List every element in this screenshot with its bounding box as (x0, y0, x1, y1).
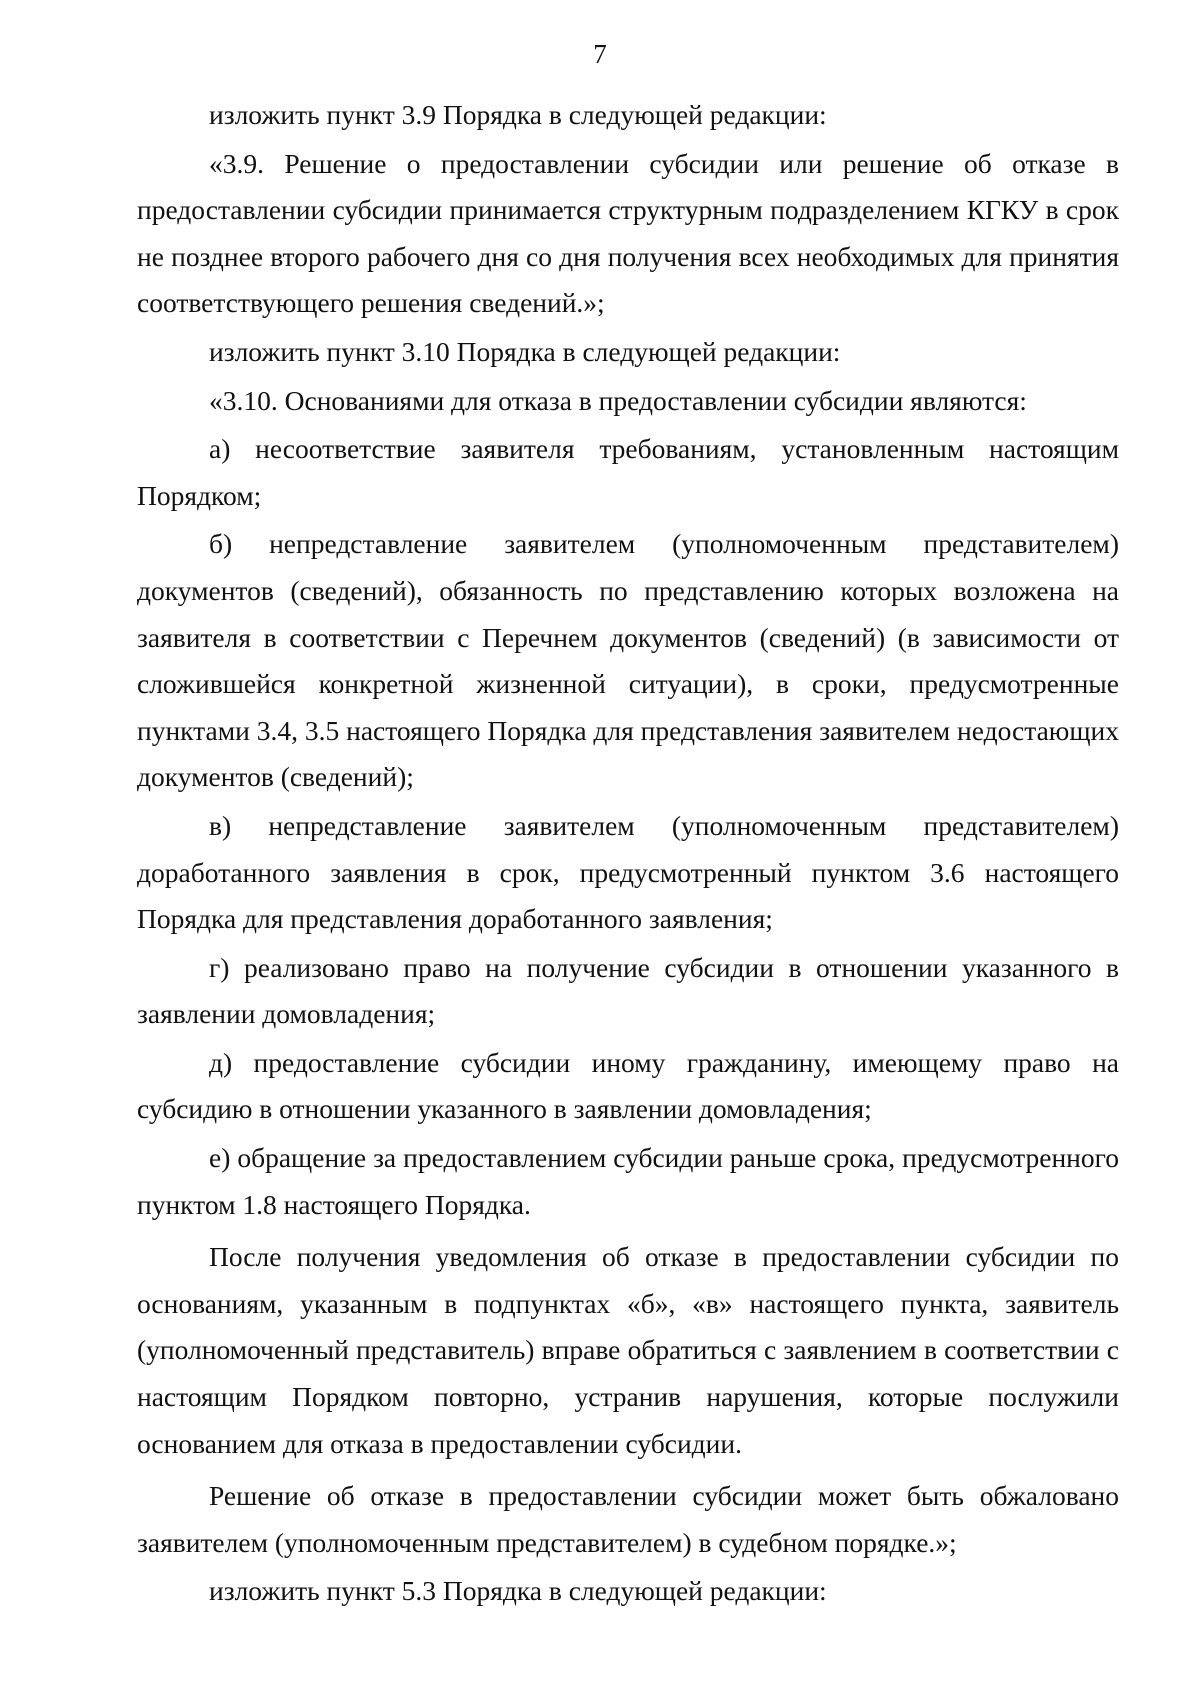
paragraph-subclause-d: д) предоставление субсидии иному гражданину, имеющему право на субсидию в отношении указанного в заявлении домовладения; (137, 1046, 1119, 1125)
paragraph-after-refusal: После получения уведомления об отказе в предоставлении субсидии по основаниям, указанным в подпунктах «б», «в» настоящего пункта, заявитель (уполномоченный представитель) вправе обратиться с заявлением в соответствии с настоящим Порядком повторно, устранив нарушения, которые послужили основанием для отказа в предоставлении субсидии. (137, 1241, 1119, 1459)
paragraph-amend-3-9-intro: изложить пункт 3.9 Порядка в следующей редакции: (209, 99, 827, 130)
paragraph-subclause-b: б) непредставление заявителем (уполномоченным представителем) документов (сведений), обязанность по представлению которых возложена на заявителя в соответствии с Перечнем документов (сведений) (в зависимости от сложившейся конкретной жизненной ситуации), в сроки, предусмотренные пунктами 3.4, 3.5 настоящего Порядка для представления заявителем недостающих документов (сведений); (137, 528, 1119, 793)
paragraph-amend-5-3-intro: изложить пункт 5.3 Порядка в следующей редакции: (209, 1575, 827, 1607)
paragraph-appeal: Решение об отказе в предоставлении субсидии может быть обжаловано заявителем (уполномоченным представителем) в судебном порядке.»; (137, 1480, 1119, 1558)
paragraph-clause-3-9: «3.9. Решение о предоставлении субсидии или решение об отказе в предоставлении субсидии принимается структурным подразделением КГКУ в срок не позднее второго рабочего дня со дня получения всех необходимых для принятия соответствующего решения сведений.»; (137, 147, 1119, 319)
document-body (137, 92, 1119, 1615)
page-number: 7 (593, 39, 607, 69)
paragraph-subclause-g: г) реализовано право на получение субсидии в отношении указанного в заявлении домовладения; (137, 951, 1119, 1030)
paragraph-clause-3-10: «3.10. Основаниями для отказа в предоставлении субсидии являются: (209, 384, 1027, 416)
paragraph-amend-3-10-intro: изложить пункт 3.10 Порядка в следующей редакции: (209, 335, 841, 367)
paragraph-subclause-v: в) непредставление заявителем (уполномоченным представителем) доработанного заявления в срок, предусмотренный пунктом 3.6 настоящего Порядка для представления доработанного заявления; (137, 809, 1119, 935)
paragraph-subclause-e: е) обращение за предоставлением субсидии раньше срока, предусмотренного пунктом 1.8 настоящего Порядка. (137, 1142, 1119, 1220)
paragraph-subclause-a: а) несоответствие заявителя требованиям, установленным настоящим Порядком; (137, 433, 1119, 511)
